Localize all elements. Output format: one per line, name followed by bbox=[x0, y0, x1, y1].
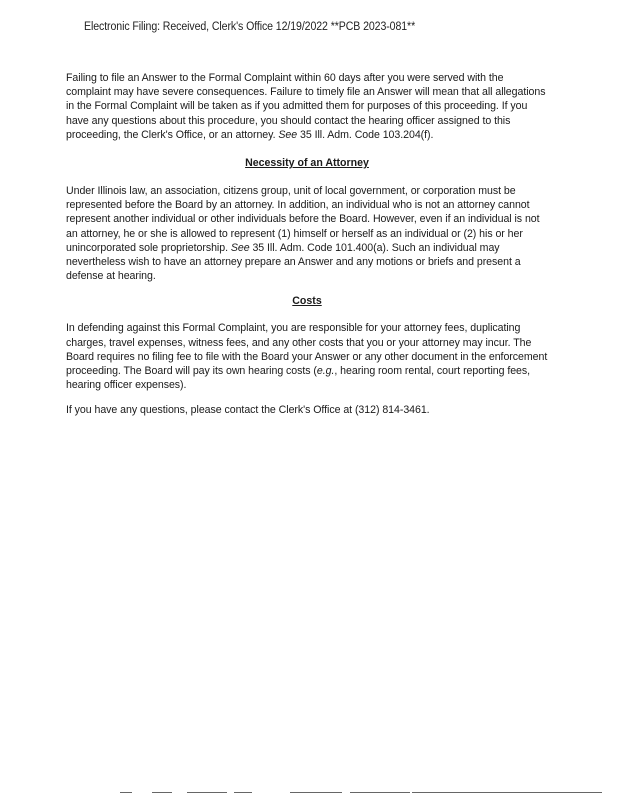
closing-paragraph: If you have any questions, please contact the Clerk's Office at (312) 814-3461. bbox=[66, 404, 430, 417]
intro-text: Failing to file an Answer to the Formal Complaint within 60 days after you were served with the complaint may have severe consequences. Failure to timely file an Answer will mean that all allegations in the Formal Complaint will be taken as if you admitted them for purposes of this proceeding. If you have any questions about this procedure, you should contact the hearing officer assigned to this proceeding, the Clerk's Office, or an attorney. bbox=[66, 72, 546, 141]
costs-text-continued: , hearing room rental, court reporting fees, hearing officer expenses). bbox=[66, 365, 531, 392]
document-body bbox=[66, 71, 548, 418]
intro-paragraph bbox=[66, 71, 548, 142]
costs-paragraph bbox=[66, 321, 548, 392]
see-signal: See bbox=[230, 241, 250, 254]
attorney-text-continued: 35 Ill. Adm. Code 101.400(a). Such an individual may nevertheless wish to have an attorney prepare an Answer and any motions or briefs and present a defense at hearing. bbox=[66, 241, 521, 283]
intro-citation: 35 Ill. Adm. Code 103.204(f). bbox=[297, 128, 434, 141]
eg-abbreviation: e.g. bbox=[316, 365, 335, 378]
attorney-heading: Necessity of an Attorney bbox=[245, 157, 369, 170]
costs-text: In defending against this Formal Complaint, you are responsible for your attorney fees, duplicating charges, travel expenses, witness fees, and any other costs that you or your attorney may incur. The Board requires no filing fee to file with the Board your Answer or any other document in the enforcement proceeding. The Board will pay its own hearing costs ( bbox=[66, 322, 548, 378]
scan-artifact-marks bbox=[112, 792, 612, 796]
attorney-text: Under Illinois law, an association, citizens group, unit of local government, or corporation must be represented before the Board by an attorney. In addition, an individual who is not an attorney cannot represent another individual or other individuals before the Board. However, even if an individual is not an attorney, he or she is allowed to represent (1) himself or herself as an individual or (2) his or her unincorporated sole proprietorship. bbox=[66, 185, 540, 254]
attorney-paragraph bbox=[66, 184, 548, 283]
see-signal: See bbox=[278, 128, 298, 141]
costs-heading: Costs bbox=[292, 295, 322, 308]
electronic-filing-stamp: Electronic Filing: Received, Clerk's Office 12/19/2022 **PCB 2023-081** bbox=[84, 21, 416, 33]
